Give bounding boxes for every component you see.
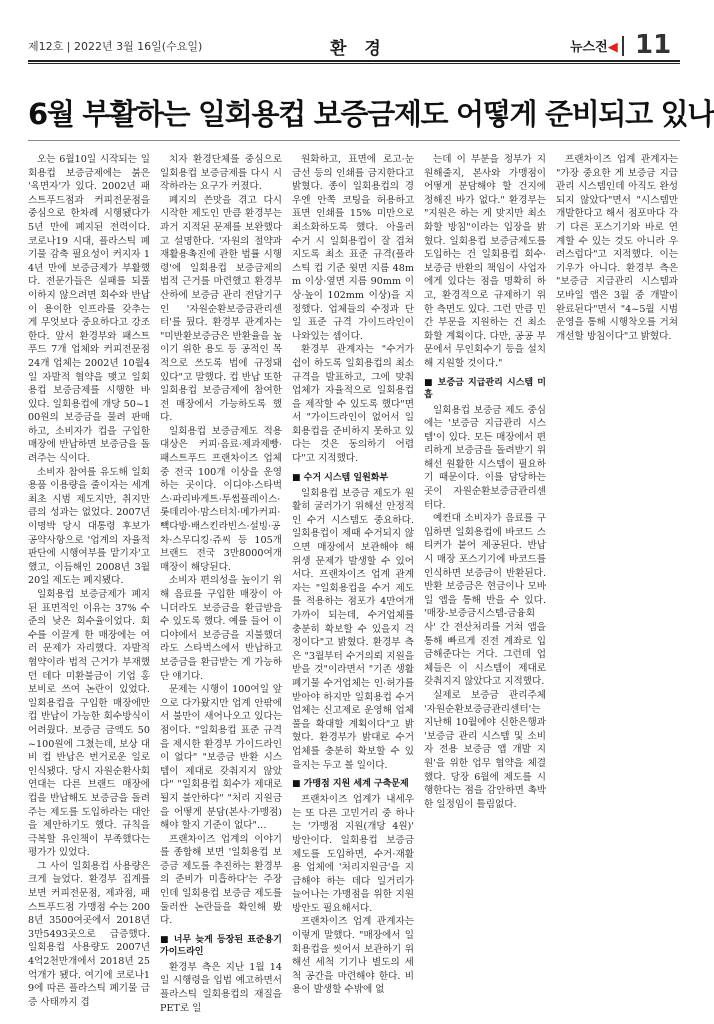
paragraph: 그 사이 일회용컵 사용량은 크게 늘었다. 환경부 집계를 보면 커피전문점, 제과점, 패스트푸드점 가맹점 수는 2008년 3500여곳에서 2018년 3만5493곳으로 급증했다. 일회용컵 사용량도 2007년 4억2천만개에서 2018년 25억개가 됐다. 여기에 코로나19에 따른 플라스틱 폐기물 급증 사태까지 겹	[28, 860, 150, 1008]
header-rule-thin	[28, 63, 680, 64]
paragraph: 소비자 편의성을 높이기 위해 음료를 구입한 매장이 아니더라도 보증금을 환급받을 수 있도록 했다. 예를 들어 이디야에서 보증금을 지불했더라도 스타벅스에서 반납하고 보증금을 환급받는 게 가능하단 얘기다.	[160, 575, 282, 682]
newspaper-logo	[570, 36, 618, 55]
paragraph: 소비자 참여를 유도해 일회용품 이용량을 줄이자는 세계 최초 시범 제도지만, 취지만큼의 성과는 없었다. 2007년 이명박 당시 대통령 후보가 공약사항으로 '업계의 자율적 판단에 시행여부를 맡기자'고 했고, 이듬해인 2008년 3월20일 제도는 폐지됐다.	[28, 466, 150, 587]
paragraph: 일회용컵 보증금제가 폐지된 표면적인 이유는 37% 수준의 낮은 회수율이었다. 회수를 이끌게 한 매장에는 여러 문제가 자리했다. 자발적 협약이라 법적 근거가 부재했던 데다 미환불금이 기업 홍보비로 쓰여 논란이 있었다. 일회용컵을 구입한 매장에만 컵 반납이 가능한 회수방식이 어려웠다. 보증금 금액도 50~100원에 그쳤는데, 보상 대비 컵 반납은 번거로운 일로 인식됐다. 당시 자원순환사회연대는 다른 브랜드 매장에 컵을 반납해도 보증금을 돌려주는 제도를 도입하라는 대안을 제안하기도 했다. 규칙을 극복할 유인책이 부족했다는 평가가 있었다.	[28, 589, 150, 859]
subheading: ■ 가맹점 지원 세계 구축문제	[292, 779, 409, 790]
subheading: ■ 수거 시스템 일원화부	[292, 472, 389, 483]
paragraph: 원화하고, 표면에 로고·눈금선 등의 인쇄를 금지한다고 밝혔다. 종이 일회용컵의 경우엔 안쪽 코팅을 허용하고 표면 인쇄를 15% 미만으로 최소화하도록 했다. 아울러 수거 시 일회용컵이 잘 겹쳐지도록 최소 표준 규격(플라스틱 컵 기준 윗면 지름 48mm 이상·옆면 지름 90mm 이상·높이 102mm 이상)을 지정했다. 업체들의 수정과 단일 표준 규격 가이드라인이 나와있는 셈이다.	[292, 154, 414, 342]
paragraph: 일회용컵 보증금 제도 중심에는 '보증금 지급관리 시스템'이 있다. 모든 매장에서 편리하게 보증금을 돌려받기 위해선 원활한 시스템이 필요하기 때문이다. 이를 담당하는 곳이 자원순환보증금관리센터다.	[424, 404, 546, 511]
paragraph: 일회용컵 보증금 제도가 원활히 굴러가기 위해선 안정적인 수거 시스템도 중요하다. 일회용컵이 제때 수거되지 않으면 매장에서 보관해야 해 위생 문제가 발생할 수 있어서다. 프랜차이즈 업계 관계자는 "일회용컵을 수거 제도를 적용하는 점포가 4만여개 가까이 되는데, 수거업체를 충분히 확보할 수 있을지 걱정이다"고 밝혔다. 환경부 측은 "3월부터 수거의뢰 지원을 받을 것"이라면서 "기존 생활폐기물 수거업체는 인·허가를 받아야 하지만 일회용컵 수거업체는 신고제로 운영해 업체 풀을 확대할 계획이다"고 밝혔다. 환경부가 밝대로 수거업체를 충분히 확보할 수 있을지는 두고 볼 일이다.	[292, 487, 414, 771]
paragraph: 프랜차이즈 업계 관계자는 "가장 중요한 게 보증금 지급관리 시스템인데 아직도 완성되지 않았다"면서 "시스템만 개발한다고 해서 점포마다 각기 다른 포스기기와 바로 연계할 수 있는 것도 아니라 우려스럽다"고 지적했다. 이는 기우가 아니다. 환경부 측은 "보증금 지급관리 시스템과 모바일 앱은 3월 중 개발이 완료된다"면서 "4~5월 시범운영을 통해 시행착오를 거쳐 개선할 방침이다"고 밝혔다.	[556, 154, 678, 342]
article-column-5	[556, 153, 678, 998]
article-column-1	[28, 153, 150, 1008]
article-column-3	[292, 153, 414, 998]
section-title: 환 경	[330, 39, 387, 59]
article-headline: 6월 부활하는 일회용컵 보증금제도 어떻게 준비되고 있나	[28, 97, 714, 131]
paragraph: 일회용컵 보증금제도 적용 대상은 커피·음료·제과제빵·패스트푸드 프랜차이즈 업체 중 전국 100개 이상을 운영하는 곳이다. 이디야·스타벅스·파리바게트·투썸플레이스·롯데리아·맘스터치·메가커피·빽다방·배스킨라빈스·설빙·공차·스무디킹·쥬씨 등 105개 브랜드 전국 3만8000여개 매장이 해당된다.	[160, 425, 282, 573]
logo-mark-icon: ◀	[607, 40, 618, 55]
subheading: ■ 너무 늦게 등장된 표준용기 가이드라인	[160, 934, 282, 957]
page-header	[0, 0, 708, 64]
paragraph: 실제로 보증금 관리주체 '자원순환보증금관리센터'는 지난해 10월에야 신한은행과 '보증금 관리 시스템 및 소비자 전용 보증금 앱 개발 지원'을 위한 업무 협약을 체결했다. 당장 6월에 제도를 시행한다는 점을 감안하면 촉박한 일정임이 틀림없다.	[424, 689, 546, 810]
paragraph: 환경부 관계자는 "수거가 쉽이 하도록 일회용컵의 최소 규격을 발표하고, 그에 맞춰 업체가 자율적으로 일회용컵을 제작할 수 있도록 했다"면서 "가이드라인이 없어서 일회용컵을 준비하지 못하고 있다는 것은 동의하기 어렵다"고 지적했다.	[292, 344, 414, 465]
paragraph: 예컨대 소비자가 음료를 구입하면 일회용컵에 바코드 스티커가 붙어 제공된다. 반납 시 매장 포스기기에 바코드를 인식하면 보증금이 반환된다. 반환 보증금은 현금이나 모바일 앱을 통해 반을 수 있다. '매장-보증금시스템-금융회사' 간 전산처리를 거쳐 앱을 통해 빠르게 진전 계좌로 입금해준다는 거다. 그런데 업체들은 이 시스템이 제대로 갖춰지지 않았다고 지적했다.	[424, 513, 546, 688]
headline-rule	[28, 140, 680, 141]
subheading: ■ 보증금 지급관리 시스템 미흡	[424, 377, 546, 400]
header-divider	[622, 36, 624, 56]
paragraph: 문제는 시행이 100여일 앞으로 다가왔지만 업계 안팎에서 불만이 새어나오고 있다는 점이다. "일회용컵 표준 규격을 제시한 환경부 가이드라인이 없다" "보증금 반환 시스템이 제대로 갖춰지지 않았다" "일회용컵 회수가 제대로 될지 불안하다" "처리 지원금을 어떻게 분담(본사·가맹점)해야 할지 기준이 없다"…	[160, 684, 282, 832]
article-column-2	[160, 153, 282, 1014]
logo-text: 뉴스전	[570, 40, 608, 55]
paragraph: 프랜차이즈 업계 관계자는 이렇게 말했다. "매장에서 일회용컵을 씻어서 보관하기 위해선 세척 기기나 별도의 세척 공간을 마련해야 한다. 비용이 발생할 수밖에 없	[292, 916, 414, 996]
paragraph: 는데 이 부분을 정부가 지원해줄지, 본사와 가맹점이 어떻게 분담해야 할 건지에 정해진 바가 없다." 환경부는 "지원은 하는 게 맞지만 최소화할 방침"이라는 입장을 밝혔다. 일회용컵 보증금제도를 도입하는 건 일회용컵 회수·보증금 반환의 책임이 사업자에게 있다는 점을 명확히 하고, 환경적으로 규제하기 위한 측면도 있다. 그런 만큼 민간 부문을 지원하는 건 최소화할 계획이다. 다만, 공공 부문에서 무인회수기 등을 설치해 지원할 것이다."	[424, 154, 546, 369]
article-column-4	[424, 153, 546, 998]
header-rule	[28, 60, 680, 62]
paragraph: 치자 환경단체를 중심으로 일회용컵 보증금제를 다시 시작하라는 요구가 커졌다.	[160, 154, 282, 193]
paragraph: 프랜차이즈 업계가 내세우는 또 다른 고민거리 중 하나는 '가맹점 지원(개당 4원)' 방안이다. 일회용컵 보증금 제도를 도입하면, 수거·재활용 업체에 '처리지원금'을 지급해야 하는 데다 일거리가 늘어나는 가맹점을 위한 지원 방안도 필요해서다.	[292, 794, 414, 914]
issue-date: 제12호 | 2022년 3월 16일(수요일)	[28, 40, 203, 53]
paragraph: 폐지의 쓴맛을 겪고 다시 시작한 제도인 만큼 환경부는 과거 지적된 문제를 보완했다고 설명한다. '자원의 절약과 재활용촉진에 관한 법률 시행령'에 일회용컵 보증금제의 법적 근거를 마련했고 환경부 산하에 보증금 관리 전담기구인 '자원순환보증금관리센터'를 뒀다. 환경부 관계자는 "미반환보증금은 반환율을 높이기 위한 용도 등 공적인 목적으로 쓰도록 법에 규정돼 있다"고 말했다. 컵 반납 또한 일회용컵 보증금제에 참여한 전 매장에서 가능하도록 했다.	[160, 194, 282, 424]
page-number: 11	[635, 30, 672, 60]
paragraph: 오는 6월10일 시작되는 일회용컵 보증금제에는 붉은 '육면자'가 있다. 2002년 패스트푸드점과 커피전문점을 중심으로 한차례 시행됐다가 5년 만에 폐지된 전력이다. 코로나19 시대, 플라스틱 폐기물 감축 필요성이 커지자 14년 만에 보증금제가 부활했다. 전문가들은 실패를 되풀이하지 않으려면 회수와 반납이 용이한 인프라를 갖추는 게 무엇보다 중요하다고 강조한다. 앞서 환경부와 패스트푸드 7개 업체와 커피전문점 24개 업체는 2002년 10월4일 자발적 협약을 맺고 일회용컵 보증금제를 시행한 바 있다. 일회용컵에 개당 50~100원의 보증금을 물려 판매하고, 소비자가 컵을 구입한 매장에 반납하면 보증금을 돌려주는 식이다.	[28, 154, 150, 465]
paragraph: 프랜차이즈 업계의 이야기를 종합해 보면 '일회용컵 보증금 제도를 추진하는 환경부의 준비가 미흡하다'는 주장인데 일회용컵 보증금 제도를 둘러싼 논란들을 확인해 봤다.	[160, 833, 282, 927]
paragraph: 환경부 측은 지난 1월 14일 시행령을 입법 예고하면서 플라스틱 일회용컵의 재질을 PET로 일	[160, 961, 282, 1014]
